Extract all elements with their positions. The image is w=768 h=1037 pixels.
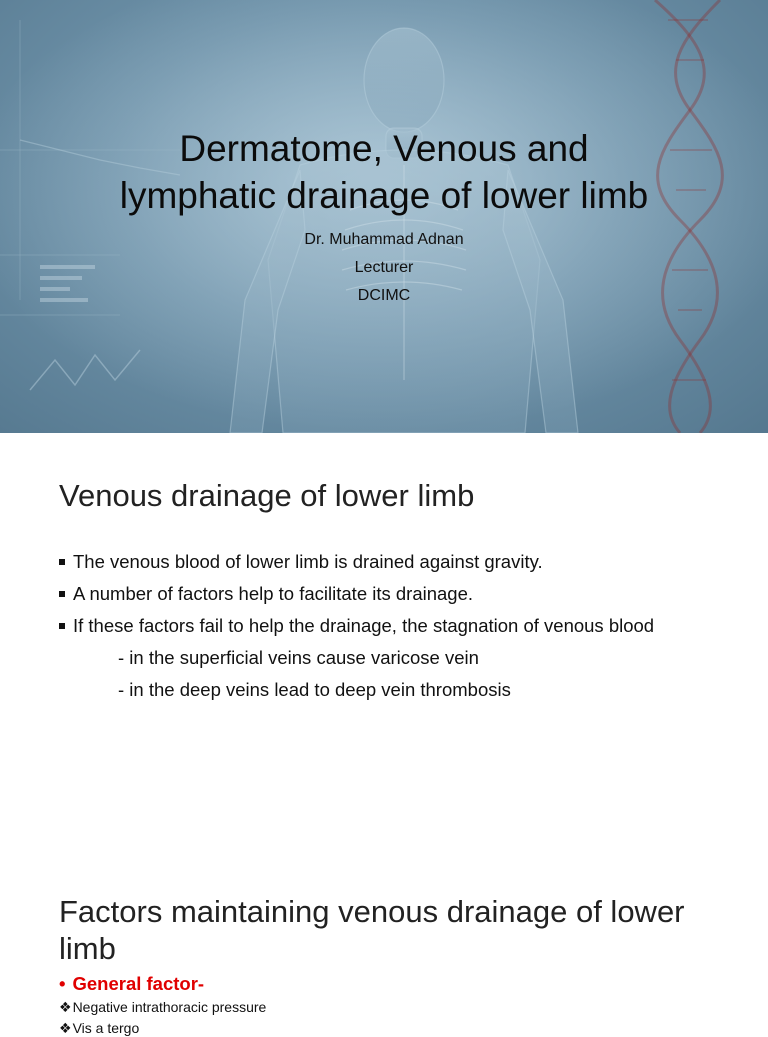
factor-item bbox=[59, 1019, 139, 1037]
square-bullet-icon bbox=[59, 623, 65, 629]
factor-item-text: Vis a tergo bbox=[72, 1020, 140, 1036]
factor-item bbox=[59, 998, 266, 1016]
diamond-bullet-icon: ❖ bbox=[59, 999, 72, 1015]
bullet-item bbox=[59, 582, 719, 606]
anatomy-background-image bbox=[0, 0, 768, 433]
bullet-text: If these factors fail to help the drainage, the stagnation of venous blood bbox=[73, 615, 655, 636]
bullet-dot-icon: • bbox=[59, 973, 66, 994]
factors-slide bbox=[0, 863, 768, 1036]
sub-item: - in the deep veins lead to deep vein thrombosis bbox=[118, 679, 511, 700]
factor-item-text: Negative intrathoracic pressure bbox=[72, 999, 267, 1015]
title-slide bbox=[0, 0, 768, 433]
bullet-text: The venous blood of lower limb is drained against gravity. bbox=[73, 551, 543, 572]
author-institution: DCIMC bbox=[357, 287, 411, 304]
slide-heading: Venous drainage of lower limb bbox=[59, 478, 475, 513]
bullet-list bbox=[59, 550, 719, 710]
bullet-item bbox=[59, 550, 719, 574]
author-name: Dr. Muhammad Adnan bbox=[304, 231, 464, 248]
bullet-item bbox=[59, 614, 719, 638]
slide-title-line-2: lymphatic drainage of lower limb bbox=[119, 175, 649, 216]
sub-item: - in the superficial veins cause varicose vein bbox=[118, 647, 479, 668]
general-factor-heading bbox=[59, 973, 204, 995]
square-bullet-icon bbox=[59, 591, 65, 597]
diamond-bullet-icon: ❖ bbox=[59, 1020, 72, 1036]
general-factor-label: General factor- bbox=[72, 973, 205, 994]
slide-title-line-1: Dermatome, Venous and bbox=[179, 128, 589, 169]
bullet-text: A number of factors help to facilitate its drainage. bbox=[73, 583, 474, 604]
venous-drainage-slide bbox=[0, 433, 768, 863]
slide-heading: Factors maintaining venous drainage of lower limb bbox=[59, 894, 685, 966]
square-bullet-icon bbox=[59, 559, 65, 565]
author-position: Lecturer bbox=[354, 259, 414, 276]
